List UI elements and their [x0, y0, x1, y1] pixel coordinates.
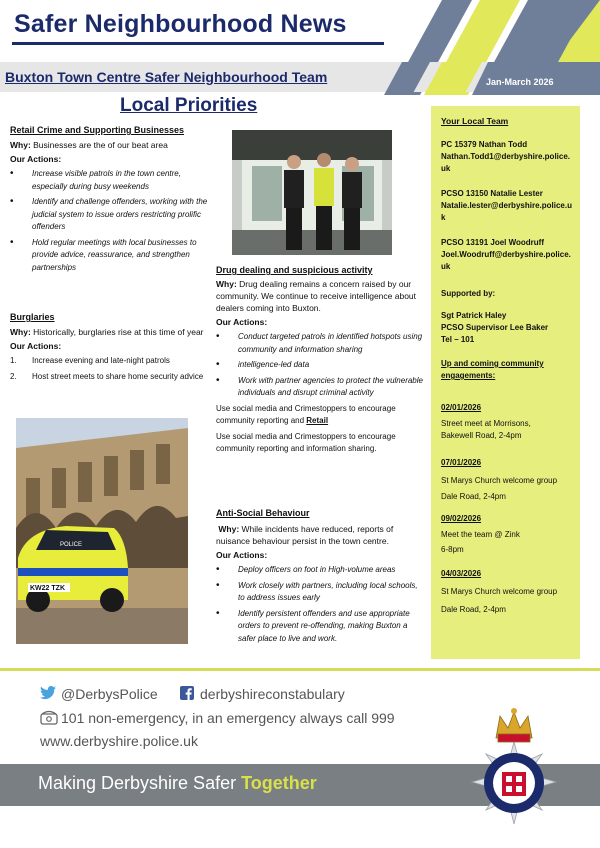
event-4: 04/03/2026 St Marys Church welcome group Dale Road, 2-4pm [441, 569, 558, 614]
list-item: • Work closely with partners, including local schools, to address issues early [216, 580, 424, 605]
member-3-email[interactable]: Joel.Woodruff@derbyshire.police.uk [441, 250, 571, 271]
retail-actions-list [10, 168, 210, 274]
list-item: • Identify persistent offenders and use appropriate orders to prevent re-offending, making Buxton a safer place to live and work. [216, 608, 424, 646]
retail-heading: Retail Crime and Supporting Businesses [10, 125, 185, 135]
retail-why: Why: Businesses are the of our beat area [10, 140, 168, 150]
footer-divider [0, 668, 600, 671]
supported-heading: Supported by: [441, 289, 496, 298]
member-1: PC 15379 Nathan Todd Nathan.Todd1@derbyshire.police.uk [441, 139, 573, 175]
facebook-icon [180, 686, 194, 700]
events-heading: Up and coming community engagements: [441, 359, 544, 380]
drugs-extra-2: Use social media and Crimestoppers to encourage community reporting and information sharing. [216, 431, 396, 453]
burglaries-section [10, 312, 210, 386]
retail-actions-label: Our Actions: [10, 154, 62, 164]
drugs-actions-list [216, 331, 424, 400]
drugs-section [216, 265, 424, 456]
local-team-panel [431, 106, 580, 659]
drugs-actions-label: Our Actions: [216, 317, 268, 327]
asb-heading: Anti-Social Behaviour [216, 508, 310, 518]
twitter-handle[interactable]: @DerbysPolice [61, 686, 158, 702]
slogan: Making Derbyshire Safer Together [38, 773, 317, 793]
member-2-email[interactable]: Natalie.lester@derbyshire.police.uk [441, 201, 572, 222]
member-3: PCSO 13191 Joel Woodruff Joel.Woodruff@derbyshire.police.uk [441, 237, 573, 273]
asb-section [216, 508, 424, 648]
burglaries-actions-list [10, 355, 210, 383]
burglaries-why: Why: Historically, burglaries rise at this time of year [10, 327, 204, 337]
supported-list: Sgt Patrick Haley PCSO Supervisor Lee Baker Tel – 101 [441, 311, 549, 344]
list-item: • intelligence-led data [216, 359, 424, 372]
list-item: • Hold regular meetings with local businesses to provide advice, reassurance, and strengthen partnerships [10, 237, 210, 275]
member-2: PCSO 13150 Natalie Lester Natalie.lester@derbyshire.police.uk [441, 189, 572, 222]
phone-text: 101 non-emergency, in an emergency always call 999 [61, 710, 395, 726]
issue-date: Jan-March 2026 [486, 77, 554, 87]
drugs-extra-1: Use social media and Crimestoppers to encourage community reporting and Retail [216, 403, 396, 425]
event-1: 02/01/2026 Street meet at Morrisons, Bakewell Road, 2-4pm [441, 403, 531, 440]
event-2: 07/01/2026 St Marys Church welcome group Dale Road, 2-4pm [441, 458, 558, 501]
event-3: 09/02/2026 Meet the team @ Zink 6-8pm [441, 514, 520, 554]
police-car-photo [16, 418, 188, 644]
drugs-why: Why: Drug dealing remains a concern raised by our community. We continue to receive intelligence about dealers coming into Buxton. [216, 279, 417, 313]
burglaries-heading: Burglaries [10, 312, 55, 322]
website-link[interactable]: www.derbyshire.police.uk [40, 733, 198, 749]
list-item: • Increase visible patrols in the town centre, especially during busy weekends [10, 168, 210, 193]
local-priorities-heading: Local Priorities [120, 95, 258, 116]
page-title: Safer Neighbourhood News [14, 10, 347, 38]
asb-actions-label: Our Actions: [216, 550, 268, 560]
team-title: Buxton Town Centre Safer Neighbourhood Team [5, 69, 328, 85]
asb-why: Why: While incidents have reduced, reports of nuisance behaviour persist in the town centre. [216, 524, 394, 546]
list-item: • Work with partner agencies to protect the vulnerable individuals and disrupt criminal activity [216, 375, 424, 400]
member-1-email[interactable]: Nathan.Todd1@derbyshire.police.uk [441, 152, 571, 173]
officers-photo [232, 130, 392, 255]
twitter-icon [40, 686, 56, 700]
car-plate: KW22 TZK [30, 585, 65, 592]
title-underline [12, 42, 384, 45]
facebook-handle[interactable]: derbyshireconstabulary [200, 686, 345, 702]
list-item: • Identify and challenge offenders, working with the judicial system to issue orders restricting prolific offenders [10, 196, 210, 234]
list-item: • Deploy officers on foot in High-volume areas [216, 564, 424, 577]
phone-icon [40, 710, 58, 725]
car-label: POLICE [60, 542, 83, 548]
list-item: 1. Increase evening and late-night patrols [10, 356, 170, 365]
list-item: 2. Host street meets to share home security advice [10, 371, 204, 381]
burglaries-actions-label: Our Actions: [10, 341, 62, 351]
drugs-heading: Drug dealing and suspicious activity [216, 265, 373, 275]
retail-section [10, 125, 210, 277]
team-heading: Your Local Team [441, 116, 509, 126]
asb-actions-list [216, 564, 424, 645]
derbyshire-constabulary-crest [462, 702, 566, 842]
list-item: • Conduct targeted patrols in identified hotspots using community and information sharing [216, 331, 424, 356]
